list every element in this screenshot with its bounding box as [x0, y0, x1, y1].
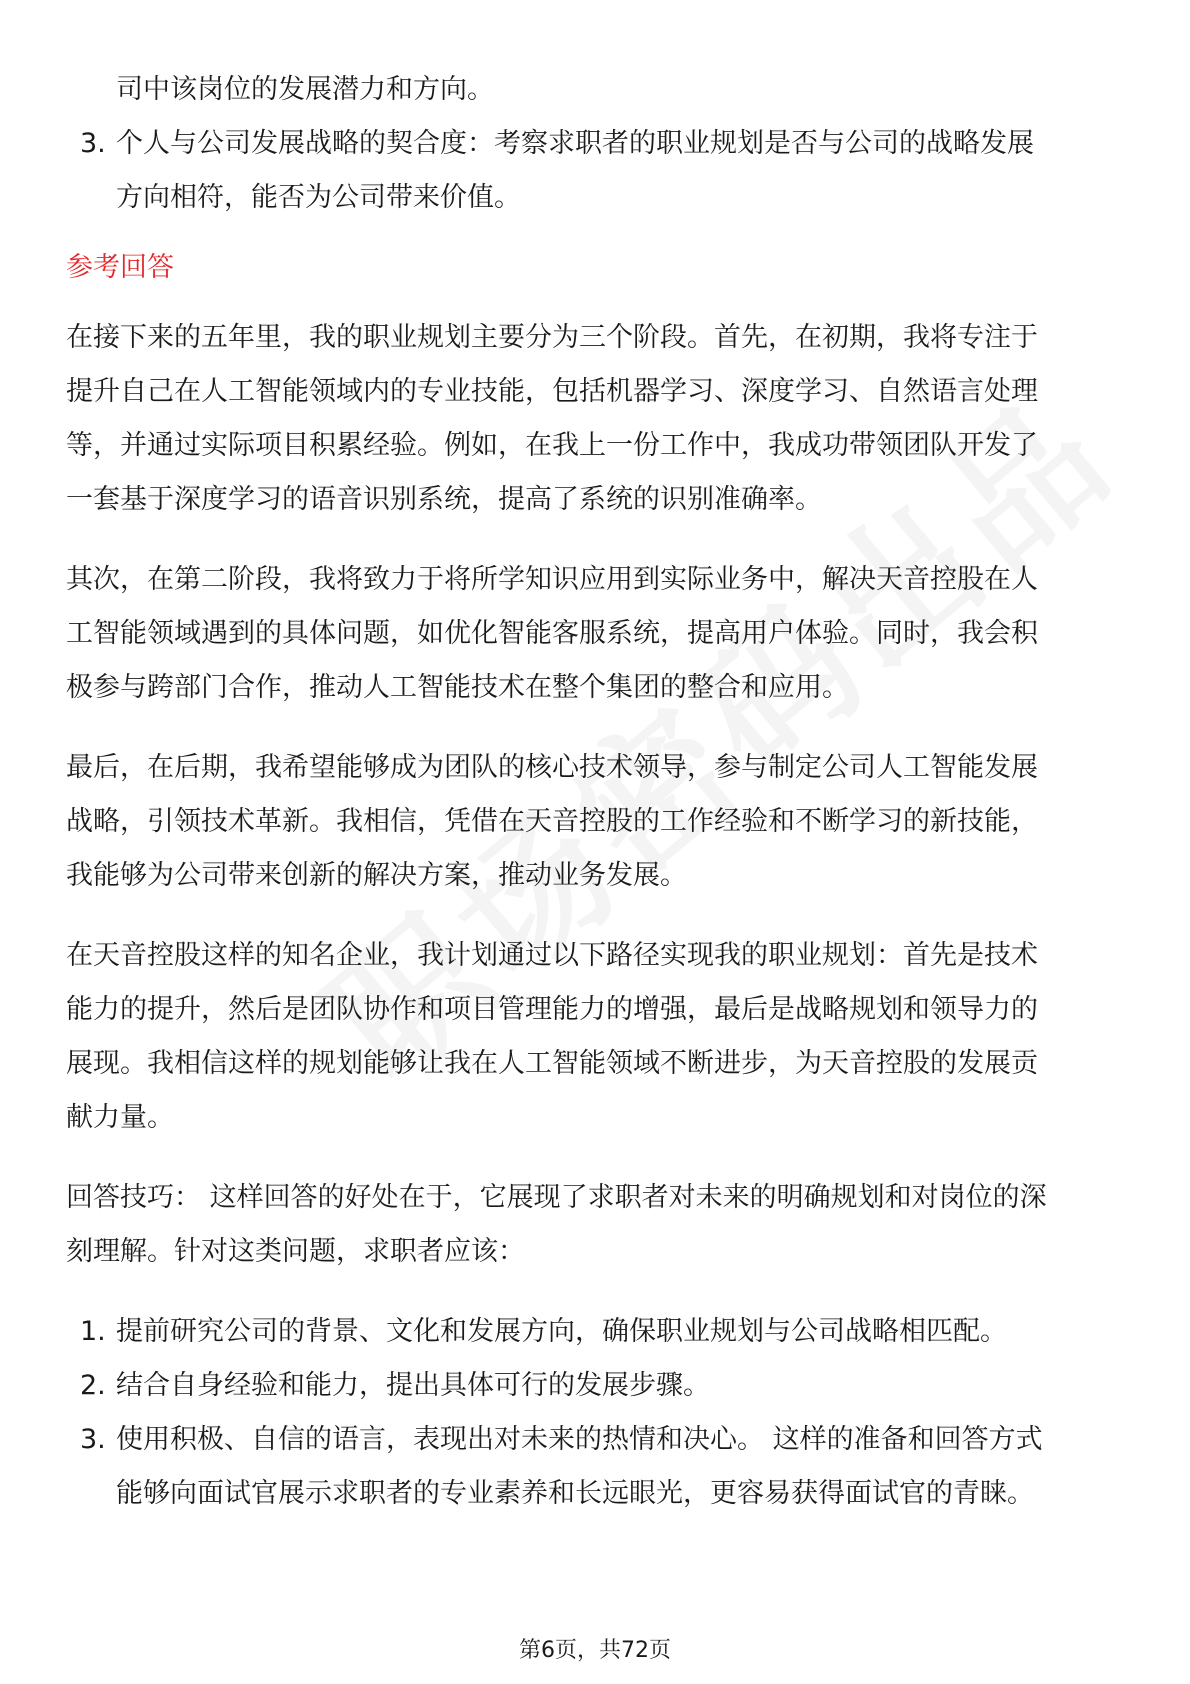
paragraph-4-line-3: 展现。我相信这样的规划能够让我在人工智能领域不断进步，为天音控股的发展贡 [66, 1048, 1038, 1079]
paragraph-4-line-1: 在天音控股这样的知名企业，我计划通过以下路径实现我的职业规划：首先是技术 [66, 940, 1038, 971]
list-item-3-line-1: 个人与公司发展战略的契合度：考察求职者的职业规划是否与公司的战略发展 [116, 128, 1034, 159]
paragraph-3-line-2: 战略，引领技术革新。我相信，凭借在天音控股的工作经验和不断学习的新技能， [66, 806, 1038, 837]
paragraph-1-line-3: 等，并通过实际项目积累经验。例如，在我上一份工作中，我成功带领团队开发了 [66, 430, 1038, 461]
tips-line-2: 刻理解。针对这类问题，求职者应该： [66, 1236, 525, 1267]
paragraph-3-line-3: 我能够为公司带来创新的解决方案，推动业务发展。 [66, 860, 687, 891]
tips-line-1: 回答技巧： 这样回答的好处在于，它展现了求职者对未来的明确规划和对岗位的深 [66, 1182, 1047, 1213]
paragraph-4-line-2: 能力的提升，然后是团队协作和项目管理能力的增强，最后是战略规划和领导力的 [66, 994, 1038, 1025]
paragraph-1-line-1: 在接下来的五年里，我的职业规划主要分为三个阶段。首先，在初期，我将专注于 [66, 322, 1038, 353]
tip-number-1: 1. [80, 1316, 106, 1347]
tip-item-3-line-1: 使用积极、自信的语言，表现出对未来的热情和决心。 这样的准备和回答方式 [116, 1424, 1043, 1455]
tip-item-2: 结合自身经验和能力，提出具体可行的发展步骤。 [116, 1370, 710, 1401]
paragraph-2-line-3: 极参与跨部门合作，推动人工智能技术在整个集团的整合和应用。 [66, 672, 849, 703]
paragraph-3-line-1: 最后，在后期，我希望能够成为团队的核心技术领导，参与制定公司人工智能发展 [66, 752, 1038, 783]
tip-item-3-line-2: 能够向面试官展示求职者的专业素养和长远眼光，更容易获得面试官的青睐。 [116, 1478, 1034, 1509]
page-number-footer: 第6页，共72页 [519, 1638, 671, 1663]
list-item-3-line-2: 方向相符，能否为公司带来价值。 [116, 182, 521, 213]
tip-number-3: 3. [80, 1424, 106, 1455]
paragraph-1-line-2: 提升自己在人工智能领域内的专业技能，包括机器学习、深度学习、自然语言处理 [66, 376, 1038, 407]
paragraph-2-line-2: 工智能领域遇到的具体问题，如优化智能客服系统，提高用户体验。同时，我会积 [66, 618, 1038, 649]
list-item-2-tail: 司中该岗位的发展潜力和方向。 [116, 74, 494, 105]
reference-answer-heading: 参考回答 [66, 252, 174, 283]
tip-item-1: 提前研究公司的背景、文化和发展方向，确保职业规划与公司战略相匹配。 [116, 1316, 1007, 1347]
paragraph-4-line-4: 献力量。 [66, 1102, 174, 1133]
paragraph-1-line-4: 一套基于深度学习的语音识别系统，提高了系统的识别准确率。 [66, 484, 822, 515]
tip-number-2: 2. [80, 1370, 106, 1401]
paragraph-2-line-1: 其次，在第二阶段，我将致力于将所学知识应用到实际业务中，解决天音控股在人 [66, 564, 1038, 595]
list-number-3: 3. [80, 128, 106, 159]
